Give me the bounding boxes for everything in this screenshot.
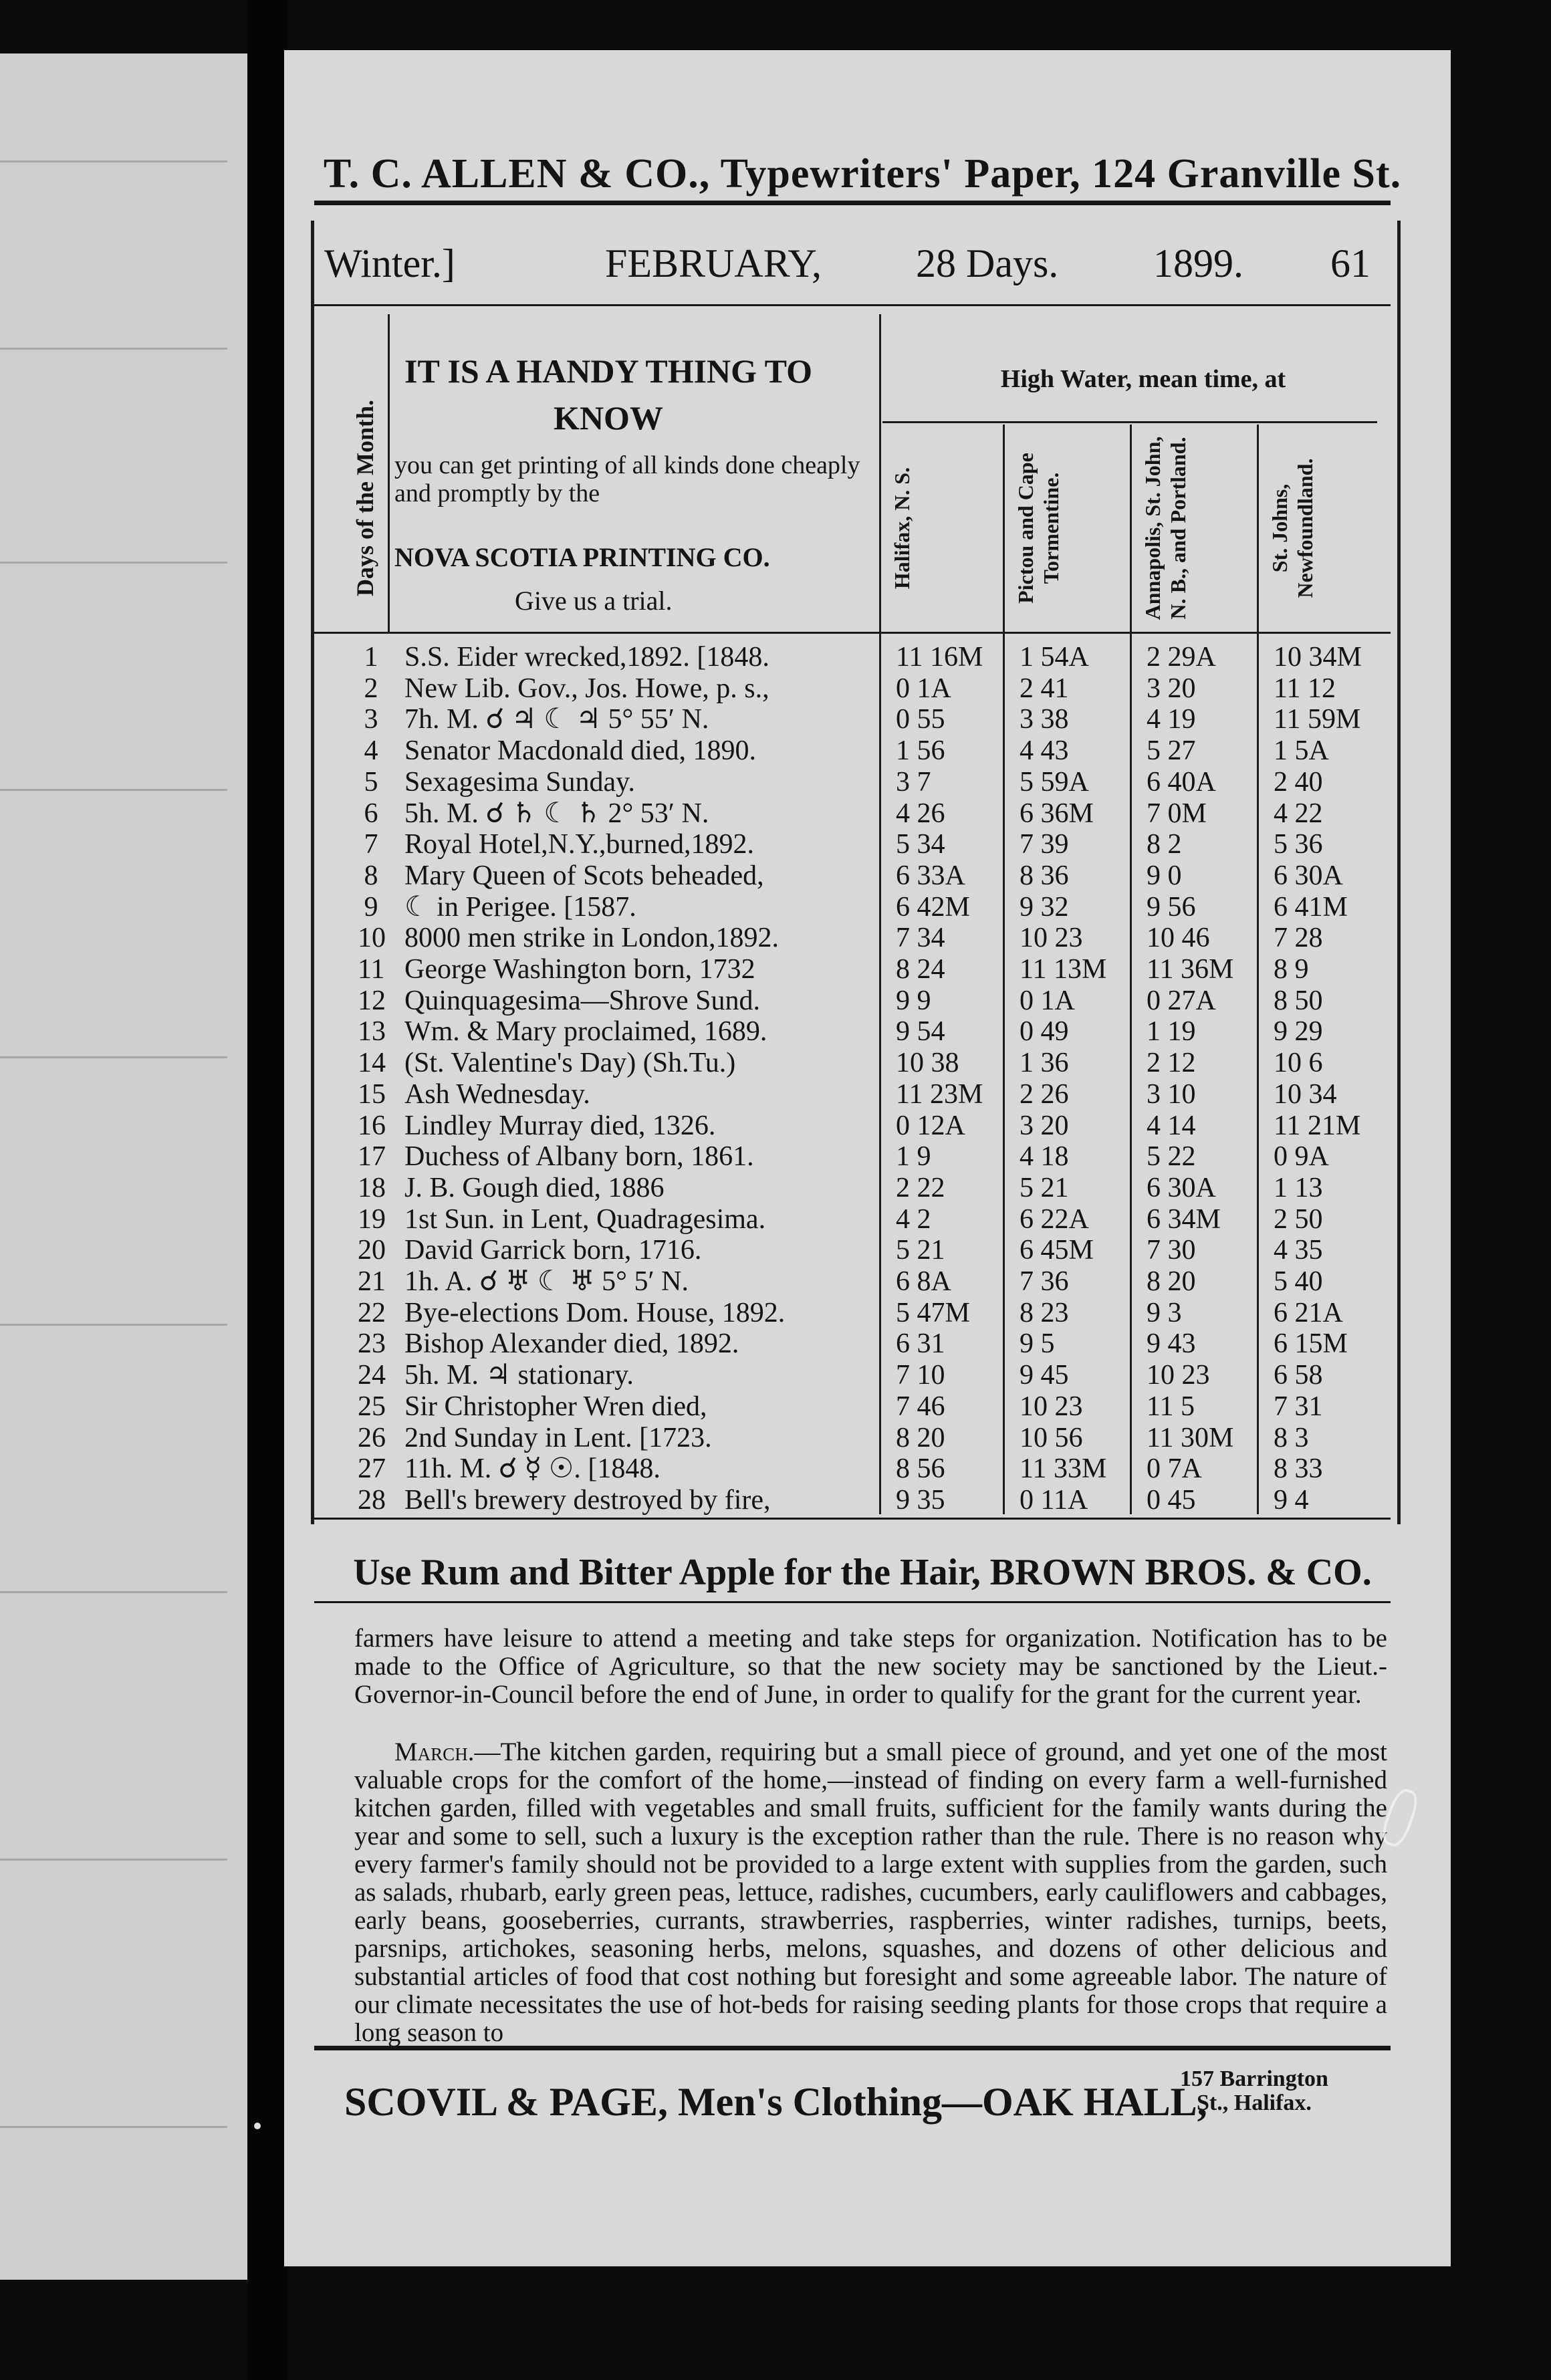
tide-time-stjohns: 9 4	[1274, 1484, 1309, 1516]
day-number: 4	[364, 735, 378, 767]
ghost-rule	[0, 1591, 227, 1593]
day-number: 23	[358, 1328, 386, 1360]
almanac-page	[284, 50, 1451, 2266]
tide-time-halifax: 3 7	[896, 766, 931, 798]
day-number: 1	[364, 642, 378, 673]
tide-time-halifax: 5 47M	[896, 1297, 970, 1328]
table-row	[284, 673, 1451, 704]
day-number: 19	[358, 1203, 386, 1235]
table-row	[284, 767, 1451, 798]
table-row	[284, 1328, 1451, 1359]
day-number: 15	[358, 1078, 386, 1110]
table-row	[284, 704, 1451, 735]
tide-time-annapolis: 8 2	[1147, 829, 1182, 860]
day-number: 25	[358, 1391, 386, 1422]
table-row	[284, 954, 1451, 985]
table-row	[284, 1266, 1451, 1297]
event-text: (St. Valentine's Day) (Sh.Tu.)	[404, 1048, 736, 1079]
tide-time-pictou: 10 56	[1020, 1422, 1083, 1453]
event-text: 5h. M. ♃ stationary.	[404, 1360, 634, 1391]
day-number: 8	[364, 860, 378, 891]
day-number: 11	[358, 954, 385, 985]
top-advertisement: T. C. ALLEN & CO., Typewriters' Paper, 124 Granville St.	[323, 151, 1402, 197]
tide-time-stjohns: 11 21M	[1274, 1110, 1361, 1141]
table-bottom-rule	[314, 1518, 1391, 1520]
tide-time-annapolis: 4 14	[1147, 1110, 1196, 1141]
day-number: 16	[358, 1110, 386, 1141]
event-text: S.S. Eider wrecked,1892. [1848.	[404, 642, 769, 673]
tide-time-pictou: 0 49	[1020, 1016, 1069, 1048]
tide-time-stjohns: 8 3	[1274, 1422, 1309, 1453]
tide-time-halifax: 6 33A	[896, 860, 965, 891]
month-header	[324, 241, 1387, 294]
tide-time-stjohns: 6 15M	[1274, 1328, 1348, 1360]
tide-time-stjohns: 10 34M	[1274, 642, 1362, 673]
tide-time-halifax: 7 34	[896, 923, 945, 954]
paragraph-agriculture: farmers have leisure to attend a meeting and take steps for organization. Notification has to be made to the Office of Agriculture, so that the new society may be sanctioned by the Lieut.-Governor-in-Council before the end of June, in order to qualify for the grant for the current year.	[354, 1624, 1387, 1709]
tide-time-stjohns: 7 31	[1274, 1391, 1323, 1422]
printing-ad-trial: Give us a trial.	[515, 586, 673, 616]
tide-time-halifax: 2 22	[896, 1172, 945, 1203]
event-text: Bye-elections Dom. House, 1892.	[404, 1297, 786, 1328]
tide-time-pictou: 7 39	[1020, 829, 1069, 860]
tide-time-halifax: 4 26	[896, 798, 945, 829]
tide-time-annapolis: 10 23	[1147, 1360, 1210, 1391]
tide-time-pictou: 9 5	[1020, 1328, 1055, 1360]
tide-time-annapolis: 9 43	[1147, 1328, 1196, 1360]
tide-time-stjohns: 5 40	[1274, 1266, 1323, 1297]
day-number: 2	[364, 673, 378, 704]
event-text: Royal Hotel,N.Y.,burned,1892.	[404, 829, 755, 860]
tide-time-annapolis: 0 7A	[1147, 1453, 1202, 1485]
tide-time-annapolis: 11 5	[1147, 1391, 1195, 1422]
tide-time-stjohns: 9 29	[1274, 1016, 1323, 1048]
table-row	[284, 1110, 1451, 1141]
tide-time-halifax: 4 2	[896, 1203, 931, 1235]
tide-time-stjohns: 2 50	[1274, 1203, 1323, 1235]
day-number: 9	[364, 891, 378, 923]
event-text: ☾ in Perigee. [1587.	[404, 891, 636, 923]
tide-time-annapolis: 11 36M	[1147, 954, 1234, 985]
tide-time-stjohns: 6 21A	[1274, 1297, 1343, 1328]
day-number: 5	[364, 766, 378, 798]
tide-time-pictou: 6 36M	[1020, 798, 1094, 829]
tide-time-annapolis: 7 0M	[1147, 798, 1207, 829]
tide-time-pictou: 4 43	[1020, 735, 1069, 767]
table-header-rule	[314, 632, 1391, 634]
table-row	[284, 1048, 1451, 1078]
tide-time-halifax: 5 21	[896, 1235, 945, 1266]
tide-time-stjohns: 1 13	[1274, 1172, 1323, 1203]
table-row	[284, 1391, 1451, 1422]
page-gutter	[247, 0, 287, 2380]
day-number: 13	[358, 1016, 386, 1048]
event-text: 8000 men strike in London,1892.	[404, 923, 779, 954]
tide-time-annapolis: 4 19	[1147, 704, 1196, 735]
tide-time-pictou: 4 18	[1020, 1141, 1069, 1173]
ghost-rule	[0, 2126, 227, 2128]
tide-time-halifax: 9 9	[896, 985, 931, 1016]
tide-time-pictou: 9 32	[1020, 891, 1069, 923]
event-text: 1h. A. ☌ ♅ ☾ ♅ 5° 5′ N.	[404, 1266, 689, 1297]
tide-time-halifax: 7 46	[896, 1391, 945, 1422]
year-label: 1899.	[1153, 241, 1243, 285]
tide-time-pictou: 8 36	[1020, 860, 1069, 891]
tide-time-halifax: 1 9	[896, 1141, 931, 1173]
tide-time-stjohns: 4 22	[1274, 798, 1323, 829]
ghost-rule	[0, 1859, 227, 1861]
table-row	[284, 1453, 1451, 1484]
ghost-rule	[0, 1324, 227, 1326]
event-text: Quinquagesima—Shrove Sund.	[404, 985, 760, 1016]
event-text: Mary Queen of Scots beheaded,	[404, 860, 764, 891]
days-of-month-label: Days of the Month.	[352, 400, 378, 596]
tide-time-halifax: 0 55	[896, 704, 945, 735]
tide-time-halifax: 8 56	[896, 1453, 945, 1485]
day-number: 28	[358, 1484, 386, 1516]
tide-time-stjohns: 0 9A	[1274, 1141, 1329, 1173]
tide-time-stjohns: 4 35	[1274, 1235, 1323, 1266]
event-text: 2nd Sunday in Lent. [1723.	[404, 1422, 712, 1453]
tide-time-halifax: 0 1A	[896, 673, 951, 704]
tide-time-annapolis: 7 30	[1147, 1235, 1196, 1266]
table-row	[284, 1141, 1451, 1172]
tide-time-halifax: 1 56	[896, 735, 945, 767]
paragraph-march-body: —The kitchen garden, requiring but a small piece of ground, and yet one of the most valuable crops for the comfort of the home,—instead of finding on every farm a well-furnished kitchen garden, filled with vegetables and small fruits, sufficient for the family wants during the year and some to sell, such a luxury is the exception rather than the rule. There is no reason why every farmer's family should not be provided to a large extent with supplies from the garden, such as salads, rhubarb, early green peas, lettuce, radishes, cucumbers, early cauliflowers and cabbages, early beans, gooseberries, currants, strawberries, raspberries, winter radishes, turnips, beets, parsnips, artichokes, seasoning herbs, melons, squashes, and dozens of other delicious and substantial articles of food that cost nothing but foresight and some agreeable labor. The nature of our climate necessitates the use of hot-beds for raising seeding plants for those crops that require a long season to	[354, 1738, 1387, 2047]
col-head-pictou: Pictou and Cape Tormentine.	[1013, 453, 1063, 604]
high-water-title: High Water, mean time, at	[1000, 365, 1286, 393]
day-number: 3	[364, 704, 378, 735]
tide-time-annapolis: 9 0	[1147, 860, 1182, 891]
day-number: 26	[358, 1422, 386, 1453]
table-row	[284, 892, 1451, 923]
day-number: 20	[358, 1235, 386, 1266]
day-number: 14	[358, 1048, 386, 1079]
tide-time-halifax: 11 23M	[896, 1078, 983, 1110]
tide-time-annapolis: 6 34M	[1147, 1203, 1221, 1235]
tide-time-pictou: 5 59A	[1020, 766, 1089, 798]
tide-time-annapolis: 5 27	[1147, 735, 1196, 767]
table-row	[284, 642, 1451, 673]
page-number: 61	[1330, 241, 1370, 285]
tide-time-halifax: 5 34	[896, 829, 945, 860]
event-text: Ash Wednesday.	[404, 1078, 590, 1110]
tide-time-annapolis: 0 27A	[1147, 985, 1216, 1016]
tide-time-annapolis: 3 10	[1147, 1078, 1196, 1110]
tide-time-halifax: 8 24	[896, 954, 945, 985]
tide-time-stjohns: 8 50	[1274, 985, 1323, 1016]
tide-time-pictou: 5 21	[1020, 1172, 1069, 1203]
event-text: Lindley Murray died, 1326.	[404, 1110, 716, 1141]
day-number: 22	[358, 1297, 386, 1328]
season-label: Winter.]	[324, 241, 455, 285]
event-text: New Lib. Gov., Jos. Howe, p. s.,	[404, 673, 769, 704]
tide-time-halifax: 7 10	[896, 1360, 945, 1391]
tide-time-annapolis: 5 22	[1147, 1141, 1196, 1173]
tide-time-pictou: 11 13M	[1020, 954, 1107, 985]
col-head-stjohns: St. Johns, Newfoundland.	[1268, 458, 1317, 598]
tide-time-pictou: 2 41	[1020, 673, 1069, 704]
tide-time-pictou: 10 23	[1020, 923, 1083, 954]
event-text: David Garrick born, 1716.	[404, 1235, 702, 1266]
tide-time-annapolis: 9 3	[1147, 1297, 1182, 1328]
table-row	[284, 735, 1451, 766]
tide-time-pictou: 9 45	[1020, 1360, 1069, 1391]
table-row	[284, 1485, 1451, 1516]
day-number: 17	[358, 1141, 386, 1173]
month-label: FEBRUARY,	[605, 241, 822, 285]
event-text: Bishop Alexander died, 1892.	[404, 1328, 739, 1360]
tide-time-halifax: 6 42M	[896, 891, 970, 923]
tide-time-annapolis: 9 56	[1147, 891, 1196, 923]
col-head-halifax: Halifax, N. S.	[890, 467, 914, 590]
event-text: 11h. M. ☌ ☿ ☉. [1848.	[404, 1453, 661, 1485]
bottom-ad-address-line1: 157 Barrington	[1180, 2066, 1328, 2091]
tide-time-pictou: 0 11A	[1020, 1484, 1088, 1516]
tide-time-stjohns: 7 28	[1274, 923, 1323, 954]
table-row	[284, 1079, 1451, 1110]
tide-time-pictou: 6 22A	[1020, 1203, 1089, 1235]
ghost-rule	[0, 160, 227, 162]
tide-time-pictou: 8 23	[1020, 1297, 1069, 1328]
tide-time-annapolis: 8 20	[1147, 1266, 1196, 1297]
tide-time-pictou: 0 1A	[1020, 985, 1075, 1016]
bottom-advertisement	[344, 2066, 1427, 2125]
tide-time-stjohns: 5 36	[1274, 829, 1323, 860]
tide-time-pictou: 7 36	[1020, 1266, 1069, 1297]
days-count: 28 Days.	[916, 241, 1059, 285]
event-text: Sir Christopher Wren died,	[404, 1391, 707, 1422]
high-water-rule	[882, 421, 1377, 423]
event-text: Duchess of Albany born, 1861.	[404, 1141, 754, 1173]
ghost-rule	[0, 789, 227, 791]
tide-time-stjohns: 10 6	[1274, 1048, 1323, 1079]
table-row	[284, 829, 1451, 860]
event-text: 5h. M. ☌ ♄ ☾ ♄ 2° 53′ N.	[404, 798, 709, 829]
event-text: Bell's brewery destroyed by fire,	[404, 1484, 771, 1516]
table-row	[284, 798, 1451, 829]
paragraph-march-lead: March.	[394, 1738, 475, 1766]
tide-time-pictou: 1 54A	[1020, 642, 1089, 673]
tide-time-annapolis: 11 30M	[1147, 1422, 1234, 1453]
printing-ad-body: you can get printing of all kinds done cheaply and promptly by the	[394, 451, 860, 507]
tide-time-stjohns: 6 58	[1274, 1360, 1323, 1391]
top-rule	[314, 201, 1391, 205]
event-text: 1st Sun. in Lent, Quadragesima.	[404, 1203, 766, 1235]
dust-mark	[254, 2123, 261, 2129]
day-number: 18	[358, 1172, 386, 1203]
tide-time-stjohns: 10 34	[1274, 1078, 1337, 1110]
table-row	[284, 1204, 1451, 1235]
tide-time-halifax: 9 54	[896, 1016, 945, 1048]
table-row	[284, 1173, 1451, 1203]
tide-time-pictou: 10 23	[1020, 1391, 1083, 1422]
tide-time-halifax: 8 20	[896, 1422, 945, 1453]
tide-time-halifax: 0 12A	[896, 1110, 965, 1141]
table-row	[284, 923, 1451, 953]
tide-time-halifax: 11 16M	[896, 642, 983, 673]
tide-time-pictou: 3 20	[1020, 1110, 1069, 1141]
tide-time-stjohns: 6 30A	[1274, 860, 1343, 891]
ghost-rule	[0, 348, 227, 350]
printing-ad-title: IT IS A HANDY THING TO KNOW	[404, 352, 812, 437]
tide-time-stjohns: 2 40	[1274, 766, 1323, 798]
header-rule	[314, 304, 1391, 306]
tide-time-annapolis: 6 30A	[1147, 1172, 1216, 1203]
tide-time-annapolis: 1 19	[1147, 1016, 1196, 1048]
column-divider	[388, 314, 390, 632]
tide-time-stjohns: 11 12	[1274, 673, 1336, 704]
bottom-ad-address	[1180, 2067, 1328, 2115]
tide-time-stjohns: 8 33	[1274, 1453, 1323, 1485]
tide-time-pictou: 2 26	[1020, 1078, 1069, 1110]
tide-time-annapolis: 10 46	[1147, 923, 1210, 954]
table-row	[284, 1016, 1451, 1047]
tide-time-stjohns: 8 9	[1274, 954, 1309, 985]
event-text: Wm. & Mary proclaimed, 1689.	[404, 1016, 767, 1048]
table-row	[284, 1298, 1451, 1328]
day-number: 7	[364, 829, 378, 860]
day-number: 27	[358, 1453, 386, 1485]
tide-time-stjohns: 1 5A	[1274, 735, 1329, 767]
table-row	[284, 985, 1451, 1016]
tide-time-pictou: 6 45M	[1020, 1235, 1094, 1266]
event-text: J. B. Gough died, 1886	[404, 1172, 665, 1203]
ghost-rule	[0, 1056, 227, 1058]
event-text: 7h. M. ☌ ♃ ☾ ♃ 5° 55′ N.	[404, 704, 709, 735]
table-row	[284, 1235, 1451, 1266]
tide-time-annapolis: 2 29A	[1147, 642, 1216, 673]
ghost-rule	[0, 562, 227, 564]
event-text: George Washington born, 1732	[404, 954, 755, 985]
tide-time-halifax: 10 38	[896, 1048, 959, 1079]
tide-time-halifax: 6 8A	[896, 1266, 951, 1297]
table-row	[284, 860, 1451, 891]
event-text: Senator Macdonald died, 1890.	[404, 735, 757, 767]
event-text: Sexagesima Sunday.	[404, 766, 635, 798]
tide-time-annapolis: 6 40A	[1147, 766, 1216, 798]
adjacent-page	[0, 53, 247, 2280]
tide-time-annapolis: 0 45	[1147, 1484, 1196, 1516]
tide-time-annapolis: 3 20	[1147, 673, 1196, 704]
day-number: 6	[364, 798, 378, 829]
tide-time-pictou: 3 38	[1020, 704, 1069, 735]
day-number: 24	[358, 1360, 386, 1391]
table-row	[284, 1360, 1451, 1391]
bottom-ad-address-line2: St., Halifax.	[1197, 2091, 1312, 2115]
bottom-rule	[314, 2046, 1391, 2050]
paragraph-march	[354, 1738, 1387, 2047]
tide-time-annapolis: 2 12	[1147, 1048, 1196, 1079]
day-number: 10	[358, 923, 386, 954]
table-row	[284, 1423, 1451, 1453]
day-number: 21	[358, 1266, 386, 1297]
middle-advertisement: Use Rum and Bitter Apple for the Hair, BROWN BROS. & CO.	[353, 1552, 1372, 1593]
tide-time-stjohns: 11 59M	[1274, 704, 1361, 735]
tide-time-pictou: 1 36	[1020, 1048, 1069, 1079]
printing-ad-company: NOVA SCOTIA PRINTING CO.	[394, 542, 770, 572]
col-head-annapolis: Annapolis, St. John, N. B., and Portland.	[1141, 436, 1190, 620]
bottom-ad-text: SCOVIL & PAGE, Men's Clothing—OAK HALL,	[344, 2080, 1207, 2124]
tide-time-halifax: 6 31	[896, 1328, 945, 1360]
day-number: 12	[358, 985, 386, 1016]
tide-time-halifax: 9 35	[896, 1484, 945, 1516]
tide-time-pictou: 11 33M	[1020, 1453, 1107, 1485]
middle-rule	[314, 1601, 1391, 1603]
tide-time-stjohns: 6 41M	[1274, 891, 1348, 923]
